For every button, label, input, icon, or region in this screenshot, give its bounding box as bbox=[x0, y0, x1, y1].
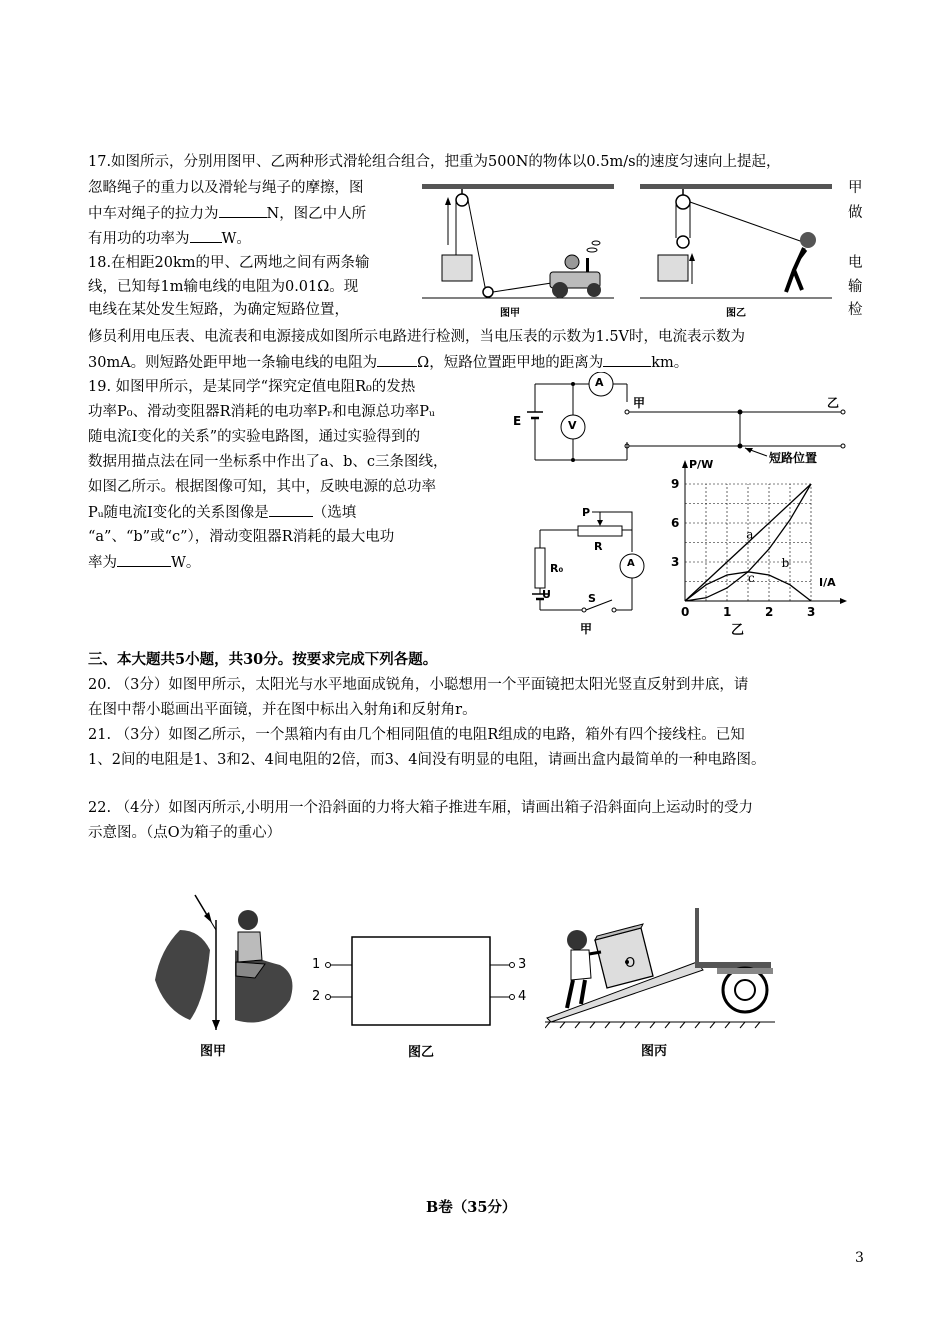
rheostat-label: R bbox=[594, 540, 603, 553]
center-of-mass-label: O bbox=[625, 956, 636, 971]
chart-caption: 乙 bbox=[731, 623, 745, 638]
y-axis-label: P/W bbox=[689, 458, 714, 471]
figure-blackbox bbox=[310, 935, 535, 1060]
q18-line2-right: 输 bbox=[848, 279, 863, 295]
y-tick-label: 3 bbox=[671, 555, 680, 569]
x-tick-label: 0 bbox=[681, 605, 690, 619]
q18-line1: 18.在相距20km的甲、乙两地之间有两条输 bbox=[88, 255, 370, 271]
terminal-2: 2 bbox=[312, 989, 321, 1004]
box-shape bbox=[595, 924, 653, 988]
source-u-label: U bbox=[542, 588, 551, 601]
answer-blank bbox=[603, 352, 651, 367]
q18-line2: 线，已知每1m输电线的电阻为0.01Ω。现 bbox=[88, 279, 359, 295]
pulley-fig-right-caption: 图乙 bbox=[726, 308, 746, 319]
q17-line2: 忽略绳子的重力以及滑轮与绳子的摩擦，图 bbox=[88, 180, 364, 196]
q19-line5: 如图乙所示。根据图像可知，其中，反映电源的总功率 bbox=[88, 479, 436, 495]
answer-blank bbox=[190, 228, 222, 243]
transmission-circuit bbox=[505, 372, 850, 467]
q18-line1-right: 电 bbox=[848, 255, 863, 271]
answer-blank bbox=[117, 552, 171, 567]
y-tick-label: 6 bbox=[671, 516, 680, 530]
q18-line5 bbox=[88, 352, 688, 373]
y-axis-arrow bbox=[682, 460, 688, 468]
power-chart bbox=[665, 458, 850, 638]
fixed-resistor-label: R₀ bbox=[550, 562, 564, 575]
page-number: 3 bbox=[855, 1250, 864, 1266]
fig-a-caption: 图甲 bbox=[200, 1044, 227, 1059]
end-jia-label: 甲 bbox=[633, 396, 646, 410]
fig-b-caption: 图乙 bbox=[408, 1045, 435, 1060]
q22-line2: 示意图。（点O为箱子的重心） bbox=[88, 825, 282, 841]
q21-line1: 21. （3分）如图乙所示，一个黑箱内有由几个相同阻值的电阻R组成的电路，箱外有四个接线柱。已知 bbox=[88, 727, 745, 743]
q17-line3 bbox=[88, 203, 366, 224]
q17-line1: 17.如图所示，分别用图甲、乙两种形式滑轮组合组合，把重为500N的物体以0.5m/s的速度匀速向上提起， bbox=[88, 154, 781, 170]
q17-line4b: W。 bbox=[221, 231, 251, 247]
q19-line6 bbox=[88, 502, 356, 523]
q19-line7: “a”、“b”或“c”），滑动变阻器R消耗的最大电功 bbox=[88, 529, 395, 545]
q20-line2: 在图中帮小聪画出平面镜，并在图中标出入射角i和反射角r。 bbox=[88, 702, 477, 718]
circuit-caption: 甲 bbox=[580, 622, 593, 636]
x-tick-label: 3 bbox=[807, 605, 816, 619]
switch-label: S bbox=[588, 592, 596, 605]
person-pulling-icon bbox=[786, 232, 816, 292]
tractor-icon bbox=[550, 241, 601, 298]
x-tick-label: 1 bbox=[723, 605, 732, 619]
q17-line2-right: 甲 bbox=[848, 180, 863, 196]
section3-heading: 三、本大题共5小题，共30分。按要求完成下列各题。 bbox=[88, 651, 438, 668]
q19-line2: 功率P₀、滑动变阻器R消耗的电功率Pᵣ和电源总功率Pᵤ bbox=[88, 404, 435, 420]
voltmeter-label: V bbox=[568, 419, 577, 432]
terminal-3: 3 bbox=[518, 957, 527, 972]
ammeter-label: A bbox=[595, 376, 604, 389]
q22-line1: 22. （4分）如图丙所示,小明用一个沿斜面的力将大箱子推进车厢，请画出箱子沿斜面向上运动时的受力 bbox=[88, 800, 753, 816]
terminal-4: 4 bbox=[518, 989, 527, 1004]
q19-line8a: 率为 bbox=[88, 555, 117, 571]
q17-line3a: 中车对绳子的拉力为 bbox=[88, 206, 219, 222]
q17-line3b: N，图乙中人所 bbox=[266, 206, 367, 222]
pulley-figure bbox=[418, 180, 838, 320]
x-axis-arrow bbox=[840, 598, 847, 604]
q17-line3-right: 做 bbox=[848, 205, 863, 221]
figure-well bbox=[150, 890, 300, 1059]
q19-line8 bbox=[88, 552, 200, 573]
ammeter-label: A bbox=[627, 558, 635, 569]
boy-icon bbox=[236, 910, 265, 978]
section-b-title: B卷（35分） bbox=[426, 1199, 517, 1216]
x-tick-label: 2 bbox=[765, 605, 774, 619]
y-tick-label: 9 bbox=[671, 477, 680, 491]
fig-c-caption: 图丙 bbox=[641, 1044, 668, 1059]
q19-line6b: （选填 bbox=[312, 505, 357, 521]
short-position-label: 短路位置 bbox=[769, 451, 818, 465]
series-c-label: c bbox=[748, 570, 755, 585]
q18-line4: 修员利用电压表、电流表和电源接成如图所示电路进行检测，当电压表的示数为1.5V时，电流表示数为 bbox=[88, 329, 746, 345]
q19-line1: 19. 如图甲所示，是某同学“探究定值电阻R₀的发热 bbox=[88, 379, 416, 395]
q19-line4: 数据用描点法在同一坐标系中作出了a、b、c三条图线， bbox=[88, 454, 448, 470]
series-b-label: b bbox=[781, 556, 790, 571]
slider-label: P bbox=[582, 506, 591, 519]
pulley-fig-left-caption: 图甲 bbox=[500, 308, 520, 319]
truck-shape bbox=[695, 908, 773, 1012]
rheostat-circuit bbox=[520, 500, 660, 636]
q18-line5c: km。 bbox=[651, 355, 689, 371]
q18-line5b: Ω，短路位置距甲地的距离为 bbox=[417, 355, 604, 371]
q17-line4 bbox=[88, 228, 251, 249]
answer-blank bbox=[377, 352, 417, 367]
q18-line3-right: 检 bbox=[848, 302, 863, 318]
x-axis-label: I/A bbox=[819, 576, 836, 589]
answer-blank bbox=[219, 203, 267, 218]
answer-blank bbox=[269, 502, 313, 517]
q17-line4a: 有用功的功率为 bbox=[88, 231, 190, 247]
end-yi-label: 乙 bbox=[827, 396, 840, 410]
q19-line3: 随电流I变化的关系”的实验电路图，通过实验得到的 bbox=[88, 429, 421, 445]
q20-line1: 20. （3分）如图甲所示，太阳光与水平地面成锐角，小聪想用一个平面镜把太阳光竖直反射到井底，请 bbox=[88, 677, 749, 693]
q19-line8b: W。 bbox=[171, 555, 201, 571]
q19-line6a: Pᵤ随电流I变化的关系图像是 bbox=[88, 505, 269, 521]
terminal-1: 1 bbox=[312, 957, 321, 972]
source-label: E bbox=[513, 414, 522, 428]
q21-line2: 1、2间的电阻是1、3和2、4间电阻的2倍，而3、4间没有明显的电阻，请画出盒内最简单的一种电路图。 bbox=[88, 752, 766, 768]
series-a-label: a bbox=[746, 527, 754, 542]
figure-ramp bbox=[545, 900, 780, 1059]
q18-line5a: 30mA。则短路处距甲地一条输电线的电阻为 bbox=[88, 355, 378, 371]
q18-line3: 电线在某处发生短路，为确定短路位置， bbox=[88, 302, 349, 318]
